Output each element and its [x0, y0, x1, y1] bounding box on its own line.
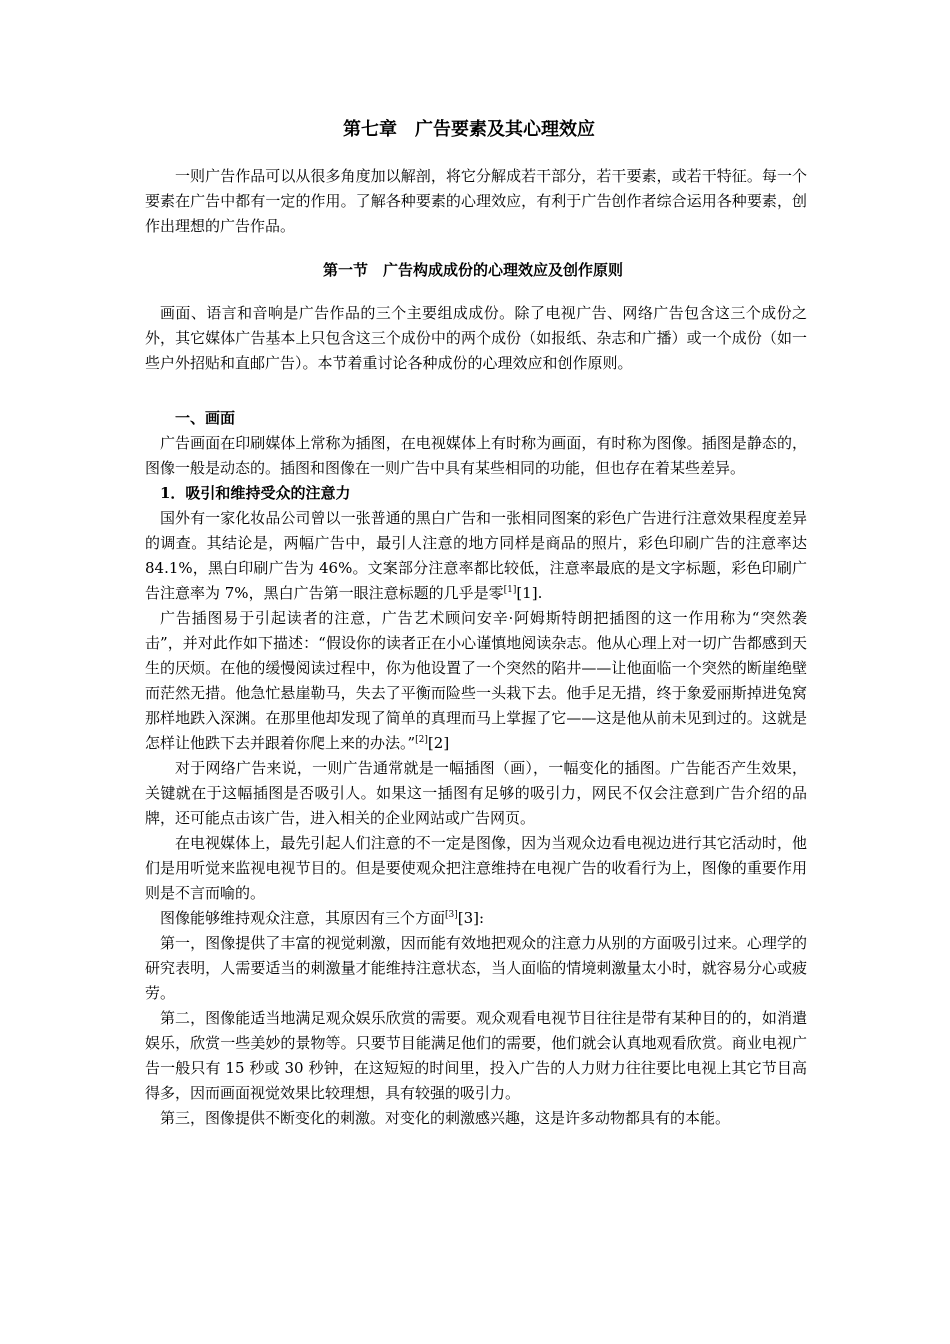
web-ad-paragraph: 对于网络广告来说，一则广告通常就是一幅插图（画），一幅变化的插图。广告能否产生效果，关键就在于这幅插图是否吸引人。如果这一插图有足够的吸引力，网民不仅会注意到广告介绍的品牌，还可能点击该广告，进入相关的企业网站或广告网页。 — [145, 759, 807, 827]
citation-2: [2] — [427, 734, 450, 752]
section-title: 第一节 广告构成成份的心理效应及创作原则 — [322, 261, 623, 279]
reasons-text: 图像能够维持观众注意，其原因有三个方面 — [160, 909, 446, 927]
subsection-title-picture: 一、画面 — [175, 409, 236, 427]
reason-first-paragraph: 第一，图像提供了丰富的视觉刺激，因而能有效地把观众的注意力从别的方面吸引过来。心理学的研究表明，人需要适当的刺激量才能维持注意状态，当人面临的情境刺激量太小时，就容易分心或疲劳。 — [145, 934, 807, 1002]
reason-second-paragraph: 第二，图像能适当地满足观众娱乐欣赏的需要。观众观看电视节目往往是带有某种目的的，如消遣娱乐，欣赏一些美妙的景物等。只要节目能满足他们的需要，他们就会认真地观看欣赏。商业电视广告一般只有 15 秒或 30 秒钟，在这短短的时间里，投入广告的人力财力往往要比电视上其它节目高得多，因而画面视觉效果比较理想，具有较强的吸引力。 — [145, 1009, 807, 1102]
section-intro-paragraph: 画面、语言和音响是广告作品的三个主要组成成份。除了电视广告、网络广告包含这三个成份之外，其它媒体广告基本上只包含这三个成份中的两个成份（如报纸、杂志和广播）或一个成份（如一些户外招贴和直邮广告）。本节着重讨论各种成份的心理效应和创作原则。 — [145, 304, 807, 372]
intro-paragraph: 一则广告作品可以从很多角度加以解剖，将它分解成若干部分，若干要素，或若干特征。每一个要素在广告中都有一定的作用。了解各种要素的心理效应，有利于广告创作者综合运用各种要素，创作出理想的广告作品。 — [145, 167, 807, 235]
quote-text: 广告插图易于引起读者的注意，广告艺术顾问安辛·阿姆斯特朗把插图的这一作用称为“突然袭击”，并对此作如下描述：“假设你的读者正在小心谨慎地阅读杂志。他从心理上对一切广告都感到天生的厌烦。在他的缓慢阅读过程中，你为他设置了一个突然的陷井——让他面临一个突然的断崖绝壁而茫然无措。他急忙悬崖勒马，失去了平衡而险些一头栽下去。他手足无措，终于象爱丽斯掉进兔窝那样地跌入深渊。在那里他却发现了简单的真理而马上掌握了它——这是他从前未见到过的。这就是怎样让他跌下去并跟着你爬上来的办法。” — [145, 609, 807, 752]
document-body — [145, 112, 807, 1131]
study-paragraph — [145, 506, 807, 606]
reason-third-paragraph: 第三，图像提供不断变化的刺激。对变化的刺激感兴趣，这是许多动物都具有的本能。 — [160, 1109, 731, 1127]
quote-paragraph — [145, 606, 807, 756]
footnote-ref-2[interactable]: [2] — [415, 735, 428, 745]
citation-3: [3]: — [457, 909, 485, 927]
citation-1: [1]. — [516, 584, 543, 602]
point-title-attention: 1．吸引和维持受众的注意力 — [160, 484, 351, 502]
tv-paragraph: 在电视媒体上，最先引起人们注意的不一定是图像，因为当观众边看电视边进行其它活动时，他们是用听觉来监视电视节目的。但是要使观众把注意维持在电视广告的收看行为上，图像的重要作用则是不言而喻的。 — [145, 834, 807, 902]
footnote-ref-1[interactable]: [1] — [503, 585, 517, 595]
footnote-ref-3[interactable]: [3] — [445, 910, 458, 920]
chapter-title: 第七章 广告要素及其心理效应 — [343, 119, 595, 140]
study-text: 国外有一家化妆品公司曾以一张普通的黑白广告和一张相同图案的彩色广告进行注意效果程度差异的调查。其结论是，两幅广告中，最引人注意的地方同样是商品的照片，彩色印刷广告的注意率达 84.1%，黑白印刷广告为 46%。文案部分注意率都比较低，注意率最底的是文字标题，彩色印刷广告注意率为 7%，黑白广告第一眼注意标题的几乎是零 — [145, 509, 807, 602]
reasons-paragraph — [145, 906, 807, 931]
picture-paragraph: 广告画面在印刷媒体上常称为插图，在电视媒体上有时称为画面，有时称为图像。插图是静态的，图像一般是动态的。插图和图像在一则广告中具有某些相同的功能，但也存在着某些差异。 — [145, 434, 807, 477]
